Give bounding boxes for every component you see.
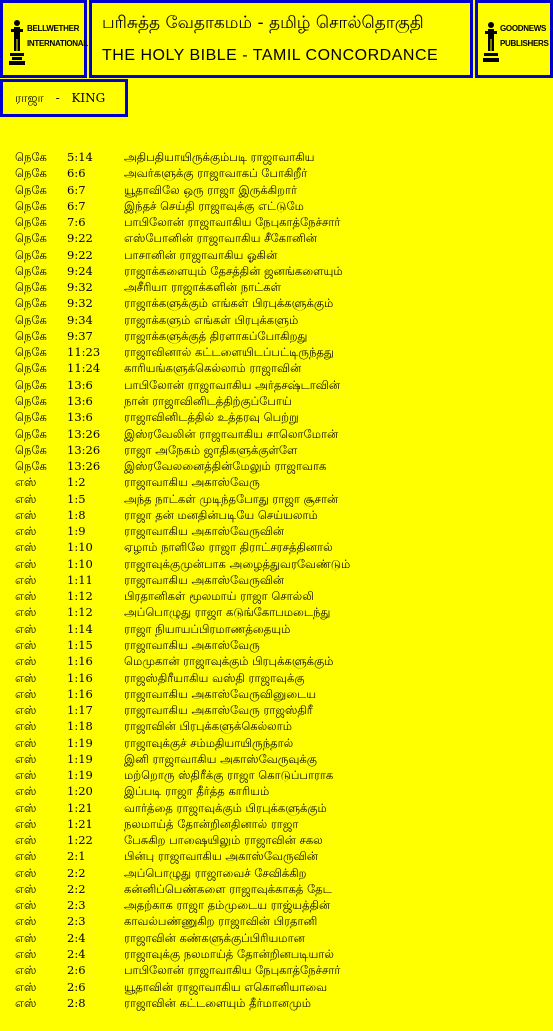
concordance-entry [0, 475, 553, 491]
entry-book: நெகே [15, 215, 47, 230]
entry-reference: 1:20 [67, 784, 93, 799]
entry-book: நெகே [15, 345, 47, 360]
entry-text: அதற்காக ராஜா தம்முடைய ராஜ்யத்தின் [124, 898, 331, 913]
goodnews-logo-text: GOODNEWS PUBLISHERS [500, 24, 549, 48]
entry-text: வார்த்தை ராஜாவுக்கும் பிரபுக்களுக்கும் [124, 800, 327, 815]
entry-book: எஸ் [15, 507, 37, 522]
entry-text: அப்பொழுது ராஜா கடுங்கோபமடைந்து [124, 605, 331, 620]
entry-reference: 1:22 [67, 833, 93, 848]
concordance-entry [0, 752, 553, 768]
concordance-entry [0, 947, 553, 963]
entry-reference: 2:8 [67, 995, 86, 1010]
entry-book: எஸ் [15, 849, 37, 864]
entry-text: ராஜாவின் கண்களுக்குப்பிரியமான [124, 930, 305, 945]
entry-text: அசீரியா ராஜாக்களின் நாட்கள் [124, 280, 282, 295]
entry-reference: 1:14 [67, 621, 93, 636]
entry-text: ராஜாவின் பிரபுக்களுக்கெல்லாம் [124, 719, 292, 734]
entry-text: நான் ராஜாவினிடத்திற்குப்போய் [124, 393, 292, 408]
entry-book: எஸ் [15, 800, 37, 815]
entry-book: நெகே [15, 361, 47, 376]
goodnews-figure-icon [482, 9, 500, 71]
entry-reference: 9:32 [67, 296, 93, 311]
entry-book: நெகே [15, 393, 47, 408]
entry-reference: 6:6 [67, 166, 86, 181]
bellwether-logo [0, 0, 87, 78]
entry-book: எஸ் [15, 540, 37, 555]
entry-text: ராஜாவினால் கட்டளையிடப்பட்டிருந்தது [124, 345, 334, 360]
entry-book: எஸ் [15, 768, 37, 783]
entry-book: எஸ் [15, 930, 37, 945]
concordance-entry [0, 508, 553, 524]
entry-text: ராஜஸ்திரீயாகிய வஸ்தி ராஜாவுக்கு [124, 670, 305, 685]
concordance-entry [0, 264, 553, 280]
concordance-entry [0, 849, 553, 865]
concordance-entry [0, 980, 553, 996]
entry-book: எஸ் [15, 556, 37, 571]
entry-text: பாபிலோன் ராஜாவாகிய நேபுகாத்நேச்சார் [124, 963, 341, 978]
concordance-entry [0, 589, 553, 605]
entry-book: நெகே [15, 426, 47, 441]
entry-text: பேசுகிற பாஷையிலும் ராஜாவின் சகல [124, 833, 323, 848]
entry-reference: 11:23 [67, 345, 101, 360]
entry-text: ராஜா அநேகம் ஜாதிகளுக்குள்ளே [124, 442, 298, 457]
concordance-entry [0, 378, 553, 394]
entry-book: நெகே [15, 328, 47, 343]
entry-book: நெகே [15, 377, 47, 392]
headword-tamil: ராஜா [15, 91, 44, 105]
entry-text: ராஜாக்களும் எங்கள் பிரபுக்களும் [124, 312, 299, 327]
entry-text: ராஜா நியாயப்பிரமாணத்தையும் [124, 621, 291, 636]
concordance-entry [0, 394, 553, 410]
concordance-entry [0, 866, 553, 882]
entry-reference: 9:22 [67, 247, 93, 262]
concordance-entry [0, 784, 553, 800]
concordance-entry [0, 280, 553, 296]
entry-reference: 11:24 [67, 361, 101, 376]
entry-reference: 1:19 [67, 735, 93, 750]
entry-book: எஸ் [15, 833, 37, 848]
entry-book: எஸ் [15, 898, 37, 913]
entry-book: எஸ் [15, 735, 37, 750]
entry-book: எஸ் [15, 914, 37, 929]
entry-book: நெகே [15, 166, 47, 181]
entry-book: நெகே [15, 296, 47, 311]
entry-reference: 2:6 [67, 963, 86, 978]
entry-text: பிரதானிகள் மூலமாய் ராஜா சொல்லி [124, 589, 314, 604]
entry-book: நெகே [15, 198, 47, 213]
entry-reference: 1:11 [67, 572, 93, 587]
entry-reference: 2:3 [67, 914, 86, 929]
concordance-entry [0, 573, 553, 589]
concordance-entry [0, 638, 553, 654]
entry-reference: 13:26 [67, 426, 101, 441]
entry-book: எஸ் [15, 637, 37, 652]
entry-reference: 7:6 [67, 215, 86, 230]
entry-reference: 6:7 [67, 198, 86, 213]
entry-book: நெகே [15, 182, 47, 197]
concordance-entry [0, 736, 553, 752]
entry-book: நெகே [15, 280, 47, 295]
entry-reference: 5:14 [67, 150, 93, 164]
entry-book: எஸ் [15, 784, 37, 799]
entry-text: ஏழாம் நாளிலே ராஜா திராட்சரசத்தினால் [124, 540, 333, 555]
title-box [89, 0, 473, 78]
entry-reference: 1:10 [67, 540, 93, 555]
entry-book: எஸ் [15, 654, 37, 669]
entry-text: இஸ்ரவேலின் ராஜாவாகிய சாலொமோன் [124, 426, 339, 441]
concordance-entry [0, 963, 553, 979]
entry-book: நெகே [15, 312, 47, 327]
entry-reference: 2:4 [67, 947, 86, 962]
concordance-entry [0, 150, 553, 166]
entry-book: எஸ் [15, 605, 37, 620]
entry-reference: 13:6 [67, 410, 93, 425]
entry-book: நெகே [15, 410, 47, 425]
entry-book: நெகே [15, 247, 47, 262]
entry-reference: 13:26 [67, 459, 101, 474]
entry-book: எஸ் [15, 881, 37, 896]
entry-reference: 2:2 [67, 881, 86, 896]
entry-text: ராஜா தன் மனதின்படியே செய்யலாம் [124, 507, 318, 522]
concordance-list [0, 150, 553, 1012]
entry-reference: 1:16 [67, 670, 93, 685]
entry-reference: 13:6 [67, 393, 93, 408]
entry-book: எஸ் [15, 719, 37, 734]
concordance-entry [0, 898, 553, 914]
entry-book: எஸ் [15, 524, 37, 539]
entry-reference: 1:18 [67, 719, 93, 734]
entry-text: மற்றொரு ஸ்திரீக்கு ராஜா கொடுப்பாராக [124, 768, 334, 783]
entry-text: ராஜாவாகிய அகாஸ்வேருவின் [124, 572, 285, 587]
entry-book: நெகே [15, 231, 47, 246]
concordance-entry [0, 215, 553, 231]
headword [15, 91, 105, 107]
concordance-entry [0, 817, 553, 833]
concordance-entry [0, 248, 553, 264]
tamil-title: பரிசுத்த வேதாகமம் - தமிழ் சொல்தொகுதி [102, 13, 424, 33]
bellwether-figure-icon [7, 9, 27, 71]
entry-text: அந்த நாட்கள் முடிந்தபோது ராஜா சூசான் [124, 491, 339, 506]
concordance-entry [0, 768, 553, 784]
entry-text: மெமுகான் ராஜாவுக்கும் பிரபுக்களுக்கும் [124, 654, 334, 669]
entry-book: எஸ் [15, 589, 37, 604]
bellwether-logo-text: BELLWETHER INTERNATIONAL [27, 24, 88, 48]
concordance-entry [0, 801, 553, 817]
concordance-entry [0, 540, 553, 556]
entry-text: ராஜாவாகிய அகாஸ்வேரு ராஜஸ்திரீ [124, 703, 313, 718]
entry-text: அப்பொழுது ராஜாவைச் சேவிக்கிற [124, 865, 307, 880]
goodnews-logo [475, 0, 553, 78]
entry-reference: 1:17 [67, 703, 93, 718]
entry-book: எஸ் [15, 572, 37, 587]
concordance-entry [0, 492, 553, 508]
entry-text: பாசானின் ராஜாவாகிய ஓகின் [124, 247, 278, 262]
entry-book: நெகே [15, 263, 47, 278]
entry-text: நலமாய்த் தோன்றினதினால் ராஜா [124, 816, 299, 831]
entry-text: ராஜாக்களுக்குத் திரளாகப்போகிறது [124, 328, 308, 343]
entry-text: அவர்களுக்கு ராஜாவாகப் போகிறீர் [124, 166, 308, 181]
concordance-entry [0, 557, 553, 573]
concordance-entry [0, 703, 553, 719]
entry-book: எஸ் [15, 979, 37, 994]
entry-book: எஸ் [15, 751, 37, 766]
entry-text: யூதாவின் ராஜாவாகிய எகொனியாவை [124, 979, 328, 994]
headword-box [0, 79, 128, 117]
entry-book: எஸ் [15, 947, 37, 962]
entry-reference: 1:8 [67, 507, 86, 522]
entry-reference: 1:21 [67, 800, 93, 815]
concordance-entry [0, 996, 553, 1012]
concordance-entry [0, 329, 553, 345]
entry-reference: 1:9 [67, 524, 86, 539]
entry-text: இனி ராஜாவாகிய அகாஸ்வேருவுக்கு [124, 751, 317, 766]
entry-reference: 1:15 [67, 637, 93, 652]
entry-text: ராஜாவுக்குச் சம்மதியாயிருந்தால் [124, 735, 294, 750]
entry-text: பாபிலோன் ராஜாவாகிய நேபுகாத்நேச்சார் [124, 215, 341, 230]
concordance-entry [0, 183, 553, 199]
entry-reference: 1:5 [67, 491, 86, 506]
entry-text: இஸ்ரவேலனைத்தின்மேலும் ராஜாவாக [124, 459, 327, 474]
entry-book: எஸ் [15, 963, 37, 978]
headword-english: KING [71, 91, 106, 105]
concordance-entry [0, 687, 553, 703]
entry-reference: 9:22 [67, 231, 93, 246]
entry-text: ராஜாக்களையும் தேசத்தின் ஜனங்களையும் [124, 263, 343, 278]
entry-reference: 2:2 [67, 865, 86, 880]
concordance-entry [0, 605, 553, 621]
entry-book: எஸ் [15, 670, 37, 685]
concordance-entry [0, 833, 553, 849]
concordance-entry [0, 719, 553, 735]
entry-reference: 1:19 [67, 751, 93, 766]
entry-reference: 2:3 [67, 898, 86, 913]
entry-reference: 1:21 [67, 816, 93, 831]
entry-book: எஸ் [15, 621, 37, 636]
concordance-entry [0, 199, 553, 215]
entry-reference: 9:34 [67, 312, 93, 327]
entry-reference: 1:12 [67, 605, 93, 620]
concordance-entry [0, 361, 553, 377]
concordance-entry [0, 524, 553, 540]
entry-reference: 6:7 [67, 182, 86, 197]
entry-reference: 9:37 [67, 328, 93, 343]
concordance-entry [0, 914, 553, 930]
entry-reference: 2:4 [67, 930, 86, 945]
entry-reference: 1:16 [67, 654, 93, 669]
entry-text: அதிபதியாயிருக்கும்படி ராஜாவாகிய [124, 150, 315, 164]
entry-reference: 1:19 [67, 768, 93, 783]
entry-text: காவல்பண்ணுகிற ராஜாவின் பிரதானி [124, 914, 318, 929]
entry-book: எஸ் [15, 475, 37, 490]
entry-reference: 1:16 [67, 686, 93, 701]
concordance-entry [0, 345, 553, 361]
entry-book: எஸ் [15, 816, 37, 831]
concordance-entry [0, 882, 553, 898]
entry-text: கன்னிப்பெண்களை ராஜாவுக்காகத் தேட [124, 881, 332, 896]
entry-text: காரியங்களுக்கெல்லாம் ராஜாவின் [124, 361, 302, 376]
entry-reference: 9:24 [67, 263, 93, 278]
entry-text: இந்தச் செய்தி ராஜாவுக்கு எட்டுமே [124, 198, 304, 213]
concordance-entry [0, 231, 553, 247]
entry-text: ராஜாவாகிய அகாஸ்வேரு [124, 475, 260, 490]
entry-reference: 2:6 [67, 979, 86, 994]
page-header [0, 0, 553, 78]
entry-text: ராஜாவாகிய அகாஸ்வேருவின் [124, 524, 285, 539]
entry-book: நெகே [15, 459, 47, 474]
entry-book: எஸ் [15, 995, 37, 1010]
entry-reference: 13:26 [67, 442, 101, 457]
entry-text: ராஜாவினிடத்தில் உத்தரவு பெற்று [124, 410, 299, 425]
concordance-entry [0, 296, 553, 312]
entry-text: ராஜாவுக்குமுன்பாக அழைத்துவரவேண்டும் [124, 556, 351, 571]
concordance-entry [0, 654, 553, 670]
concordance-entry [0, 427, 553, 443]
entry-text: ராஜாக்களுக்கும் எங்கள் பிரபுக்களுக்கும் [124, 296, 334, 311]
concordance-entry [0, 931, 553, 947]
entry-book: எஸ் [15, 865, 37, 880]
headword-separator: - [55, 91, 60, 105]
concordance-entry [0, 313, 553, 329]
entry-reference: 1:10 [67, 556, 93, 571]
concordance-entry [0, 671, 553, 687]
entry-text: யூதாவிலே ஒரு ராஜா இருக்கிறார் [124, 182, 297, 197]
entry-reference: 2:1 [67, 849, 86, 864]
english-title: THE HOLY BIBLE - TAMIL CONCORDANCE [102, 47, 439, 64]
entry-text: இப்படி ராஜா தீர்த்த காரியம் [124, 784, 270, 799]
entry-book: எஸ் [15, 703, 37, 718]
concordance-entry [0, 443, 553, 459]
entry-reference: 13:6 [67, 377, 93, 392]
entry-text: பாபிலோன் ராஜாவாகிய அர்தசஷ்டாவின் [124, 377, 340, 392]
entry-book: நெகே [15, 442, 47, 457]
entry-book: எஸ் [15, 686, 37, 701]
entry-book: நெகே [15, 150, 47, 164]
concordance-entry [0, 459, 553, 475]
entry-book: எஸ் [15, 491, 37, 506]
entry-text: ராஜாவின் கட்டளையும் தீர்மானமும் [124, 995, 312, 1010]
entry-text: பின்பு ராஜாவாகிய அகாஸ்வேருவின் [124, 849, 318, 864]
entry-text: ராஜாவாகிய அகாஸ்வேரு [124, 637, 260, 652]
concordance-entry [0, 410, 553, 426]
concordance-entry [0, 166, 553, 182]
entry-text: ராஜாவாகிய அகாஸ்வேருவினுடைய [124, 686, 317, 701]
entry-text: ராஜாவுக்கு நலமாய்த் தோன்றினபடியால் [124, 947, 334, 962]
concordance-entry [0, 622, 553, 638]
entry-reference: 9:32 [67, 280, 93, 295]
entry-reference: 1:12 [67, 589, 93, 604]
entry-text: எஸ்போனின் ராஜாவாகிய சீகோனின் [124, 231, 317, 246]
entry-reference: 1:2 [67, 475, 86, 490]
